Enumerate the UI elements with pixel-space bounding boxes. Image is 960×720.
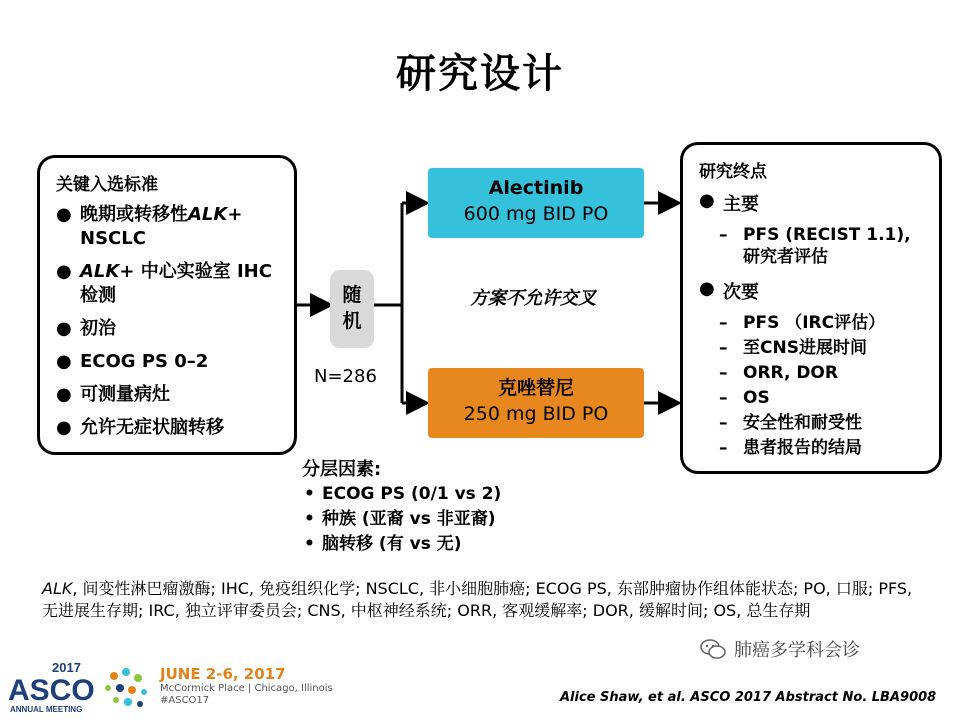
criteria-item: ● 晚期或转移性ALK+ NSCLC <box>56 204 243 249</box>
stratification-list <box>302 482 501 557</box>
bullet-icon: • <box>304 509 315 529</box>
dash-icon: – <box>719 438 728 458</box>
dash-icon: – <box>719 413 728 433</box>
arm-alectinib <box>428 168 644 238</box>
secondary-endpoint-item: – ORR, DOR <box>719 363 838 383</box>
logo-text: ASCO <box>8 674 95 707</box>
asco-logo-graphic <box>6 658 156 716</box>
stratification-item: • 脑转移 (有 vs 无) <box>302 532 501 557</box>
bullet-icon: • <box>304 484 315 504</box>
logo-sub: ANNUAL MEETING <box>10 705 83 714</box>
endpoints-heading: 研究终点 <box>699 162 767 182</box>
bullet-icon: ● <box>56 204 72 225</box>
primary-endpoint-list <box>699 224 931 268</box>
dash-icon: – <box>719 388 728 408</box>
arm1-drug: Alectinib <box>488 177 584 199</box>
endpoints-box <box>680 142 942 474</box>
abbreviations-footnote: ALK, 间变性淋巴瘤激酶; IHC, 免疫组织化学; NSCLC, 非小细胞肺癌; ECOG PS, 东部肿瘤协作组体能状态; PO, 口服; PFS, 无进展生存期; IRC, 独立评审委员会; CNS, 中枢神经系统; ORR, 客观缓解率; DOR, 缓解时间; OS, 总生存期 <box>42 579 913 620</box>
meeting-venue: McCormick Place | Chicago, Illinois <box>160 683 333 694</box>
secondary-endpoint-item: – 患者报告的结局 <box>719 438 862 458</box>
sample-size-label: N=286 <box>314 366 377 387</box>
randomization-label-2: 机 <box>342 310 362 332</box>
criteria-item: ● ALK+ 中心实验室 IHC检测 <box>56 261 272 306</box>
randomization-box <box>330 270 374 348</box>
criteria-item: ● 可测量病灶 <box>56 384 170 405</box>
slide-title: 研究设计 <box>396 51 564 97</box>
criteria-item: ● ECOG PS 0–2 <box>56 351 209 372</box>
arm2-dose: 250 mg BID PO <box>463 403 609 425</box>
logo-year: 2017 <box>52 660 81 675</box>
meeting-info <box>160 665 350 707</box>
dash-icon: – <box>719 313 728 333</box>
meeting-dates: JUNE 2-6, 2017 <box>160 665 286 683</box>
bullet-icon: • <box>304 534 315 554</box>
bullet-icon: ● <box>699 278 715 299</box>
citation: Alice Shaw, et al. ASCO 2017 Abstract No. LBA9008 <box>560 690 937 705</box>
arm1-dose: 600 mg BID PO <box>463 203 609 225</box>
secondary-endpoint-item: – PFS （IRC评估） <box>719 313 886 333</box>
randomization-label-1: 随 <box>342 284 362 306</box>
logo-dots-icon <box>105 668 147 707</box>
bullet-icon: ● <box>699 190 715 211</box>
asco-logo <box>6 658 156 716</box>
criteria-item: ● 初治 <box>56 318 116 339</box>
dash-icon: – <box>719 363 728 383</box>
stratification-factors <box>302 457 501 557</box>
bullet-icon: ● <box>56 351 72 372</box>
primary-endpoint-item: – PFS (RECIST 1.1), 研究者评估 <box>719 225 911 267</box>
secondary-endpoint-item: – OS <box>719 388 770 408</box>
bullet-icon: ● <box>56 318 72 339</box>
criteria-item: ● 允许无症状脑转移 <box>56 417 224 438</box>
dash-icon: – <box>719 338 728 358</box>
meeting-hashtag: #ASCO17 <box>160 695 210 706</box>
bullet-icon: ● <box>56 384 72 405</box>
bullet-icon: ● <box>56 261 72 282</box>
arm2-drug: 克唑替尼 <box>497 377 574 399</box>
secondary-endpoint-label: ● 次要 <box>699 278 759 303</box>
primary-endpoint-label: ● 主要 <box>699 190 759 215</box>
wechat-icon <box>700 638 726 665</box>
secondary-endpoint-item: – 安全性和耐受性 <box>719 413 862 433</box>
stratification-item: • 种族 (亚裔 vs 非亚裔) <box>302 507 501 532</box>
wechat-account-name: 肺癌多学科会诊 <box>734 640 860 661</box>
stratification-item: • ECOG PS (0/1 vs 2) <box>302 482 501 507</box>
dash-icon: – <box>719 225 728 245</box>
secondary-endpoint-list <box>699 312 931 459</box>
bullet-icon: ● <box>56 417 72 438</box>
criteria-heading: 关键入选标准 <box>56 175 158 195</box>
secondary-endpoint-item: – 至CNS进展时间 <box>719 338 867 358</box>
arm-crizotinib <box>428 368 644 438</box>
wechat-watermark <box>700 636 860 665</box>
no-crossover-note: 方案不允许交叉 <box>470 288 596 309</box>
stratification-heading: 分层因素: <box>302 459 382 480</box>
